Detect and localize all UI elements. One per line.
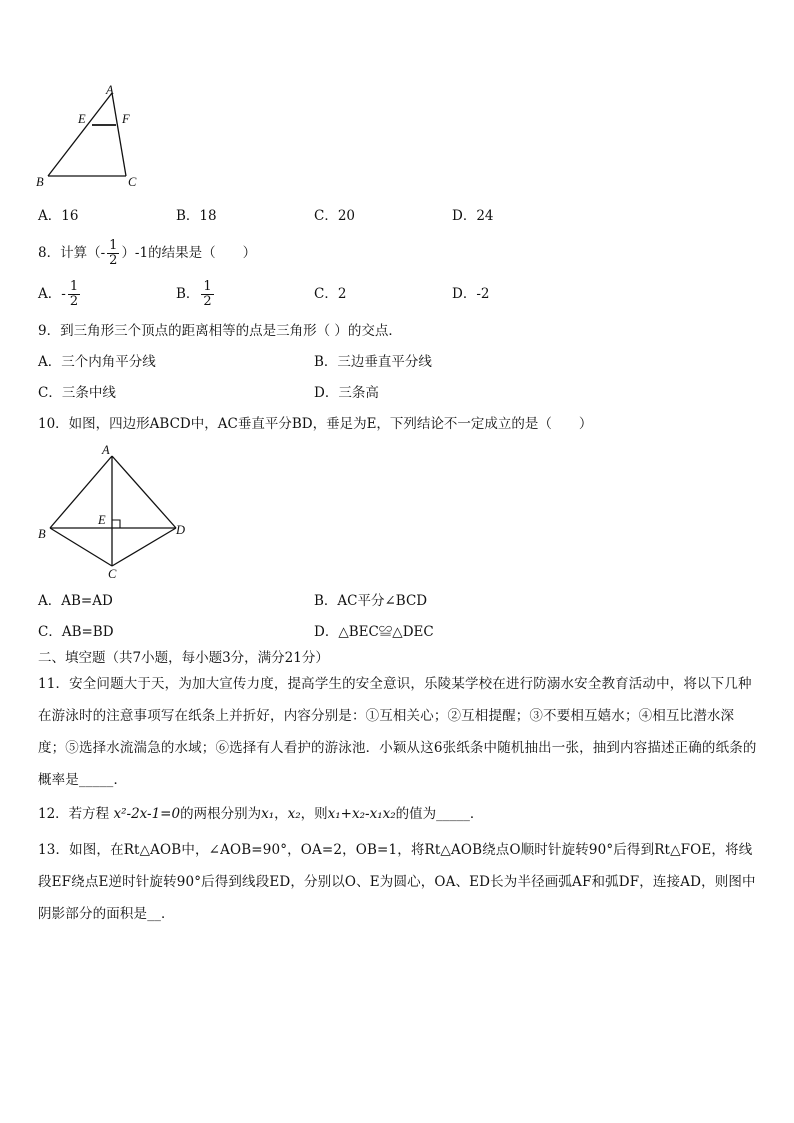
- q8-opt-b-num: 1: [203, 279, 212, 294]
- label-e: E: [98, 513, 106, 527]
- q10-option-c: C．AB=BD: [38, 624, 114, 640]
- label-b: B: [36, 175, 44, 189]
- q7-option-c: C．20: [314, 208, 356, 224]
- q12-sep: ，: [274, 806, 288, 822]
- q9-option-a: A．三个内角平分线: [38, 354, 156, 370]
- q12-x1: x₁: [261, 806, 275, 822]
- q12-middle: 的两根分别为: [180, 806, 262, 822]
- q7-option-d: D．24: [452, 208, 494, 224]
- q8-opt-b-fraction: [201, 280, 213, 309]
- q8-opt-a-den: 2: [69, 294, 79, 309]
- label-f: F: [122, 112, 130, 126]
- triangle-abc-figure: [34, 84, 144, 192]
- right-angle-mark: [112, 520, 120, 528]
- q8-option-d: D．-2: [452, 286, 490, 302]
- q8-stem: [38, 235, 256, 271]
- q8-frac-den: 2: [109, 253, 118, 268]
- label-a: A: [102, 443, 110, 457]
- q8-opt-a-num: 1: [69, 279, 79, 294]
- q12-equation: x²-2x-1=0: [113, 806, 181, 822]
- quadrilateral-abcd-figure: [34, 442, 194, 584]
- label-d: D: [176, 523, 186, 537]
- edge-bc: [50, 528, 112, 566]
- q10-option-d: D．△BEC≌△DEC: [314, 624, 434, 640]
- q8-exponent: ）-1: [121, 245, 149, 261]
- q12-text: [38, 805, 483, 823]
- q12-x2: x₂: [287, 806, 301, 822]
- q8-option-b: [176, 276, 216, 312]
- q12-mid2: ，则: [300, 806, 328, 822]
- q8-option-a: [38, 276, 82, 312]
- edge-ac: [112, 93, 126, 176]
- label-c: C: [128, 175, 137, 189]
- q8-fraction: [107, 239, 119, 268]
- q12-expr: x₁+x₂-x₁x₂: [327, 806, 396, 822]
- q8-frac-num: 1: [109, 238, 118, 253]
- q8-option-c: C．2: [314, 286, 347, 302]
- q8-prefix: 8．计算（-: [38, 245, 106, 261]
- q9-option-b: B．三边垂直平分线: [314, 354, 432, 370]
- q11-text: 11．安全问题大于天，为加大宣传力度，提高学生的安全意识，乐陵某学校在进行防溺水安全教育活动中，将以下几种在游泳时的注意事项写在纸条上并折好，内容分别是：①互相关心；②互相提醒；③不要相互嬉水；④相互比潜水深度；⑤选择水流湍急的水域；⑥选择有人看护的游泳池．小颖从这6张纸条中随机抽出一张，抽到内容描述正确的纸条的概率是_____．: [38, 676, 757, 788]
- q10-option-a: A．AB=AD: [38, 593, 113, 609]
- q8-opt-a-fraction: [68, 280, 80, 309]
- q10-stem: 10．如图，四边形ABCD中，AC垂直平分BD，垂足为E，下列结论不一定成立的是（ ）: [38, 416, 593, 432]
- edge-ad: [112, 456, 176, 528]
- q12-suffix: 的值为_____．: [395, 806, 484, 822]
- q8-opt-b-label: B．: [176, 286, 200, 302]
- q7-option-b: B．18: [176, 208, 217, 224]
- q9-option-c: C．三条中线: [38, 385, 116, 401]
- label-b: B: [38, 527, 46, 541]
- q7-option-a: A．16: [38, 208, 79, 224]
- q8-opt-b-den: 2: [203, 294, 212, 309]
- label-c: C: [108, 567, 117, 581]
- q12-prefix: 12．若方程: [38, 806, 114, 822]
- q8-suffix: 的结果是（ ）: [148, 245, 257, 261]
- edge-ab: [48, 93, 112, 176]
- section-heading: 二、填空题（共7小题，每小题3分，满分21分）: [38, 650, 329, 666]
- q9-stem: 9．到三角形三个顶点的距离相等的点是三角形（ ）的交点．: [38, 323, 402, 339]
- label-a: A: [106, 83, 114, 97]
- q13-text: 13．如图，在Rt△AOB中，∠AOB=90°，OA=2，OB=1，将Rt△AOB绕点O顺时针旋转90°后得到Rt△FOE，将线段EF绕点E逆时针旋转90°后得到线段ED，分别以O、E为圆心，OA、ED长为半径画弧AF和弧DF，连接AD，则图中阴影部分的面积是__．: [38, 842, 756, 922]
- q10-option-b: B．AC平分∠BCD: [314, 593, 428, 609]
- edge-dc: [112, 528, 176, 566]
- q8-opt-a-label: A．-: [38, 286, 66, 302]
- q9-option-d: D．三条高: [314, 385, 379, 401]
- label-e: E: [78, 112, 86, 126]
